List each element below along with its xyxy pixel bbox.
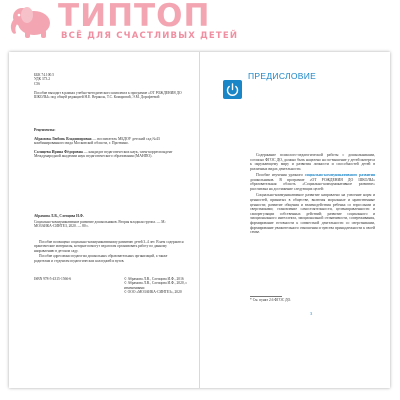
classification-codes [34, 73, 94, 86]
reviewer-name: Солнцева Ирина Фёдоровна [34, 149, 83, 154]
reviewer-entry [34, 137, 184, 146]
left-page [9, 52, 199, 388]
annotation-paragraph: Пособие адресовано педагогам дошкольных образовательных организаций, а также родителям и студентам педагогических колледжей и вузов. [34, 254, 168, 263]
text-run: дошкольников. В программе «ОТ РОЖДЕНИЯ ДО ШКОЛЫ» образовательная область «Социально-коммуникативное развитие» рассчитана на достижение следующих целей: [250, 177, 375, 191]
preface-body [250, 153, 375, 236]
text-run: Пособие изучения удачного [256, 173, 305, 178]
body-paragraph: Содержание психолого-педагогической работы с дошкольниками, согласно ФГОС ДО, должно быть нацелено на по-вышение у детей интереса к окружающему миру и развития личности и способностей детей в различных видах деятельности. [250, 153, 375, 171]
highlight-term: социально-коммуникативного развития [304, 173, 375, 178]
site-header [0, 0, 400, 44]
body-paragraph: Социально-коммуникативное развитие направлено на усвоение норм и ценностей, принятых в обществе, включая моральные и нравственные ценности; развитие общения и взаимодействия ребенка со взрослыми и сверстниками; становление самостоятельности, целенаправленности и саморегуляции собственных действий; развитие социального и эмоционального интеллекта, эмоциональной отзывчивости, сопереживания, формирование готовности к совместной деятельности со сверстниками, формирование уважительного отношения и чувства принадлежности к своей семье. [250, 193, 375, 235]
brand-logo[interactable]: ТИПТОП [58, 0, 211, 34]
page-number: 3 [310, 311, 313, 316]
brand-slogan: ВСЁ ДЛЯ СЧАСТЛИВЫХ ДЕТЕЙ [61, 31, 239, 41]
reviewer-description: — кандидат педагогических наук, член-корреспондент Международной академии наук педагогического образования (МАНПО). [34, 149, 173, 159]
right-page [200, 52, 390, 388]
chapter-title: ПРЕДИСЛОВИЕ [248, 71, 317, 81]
annotation-paragraph: Пособие посвящено социально-коммуникативному развитию детей 3–4 лет. В нем содержатся практические материалы, которые помогут педагогам организовать работу по данному направлению в детском саду. [34, 240, 184, 253]
author-mark: С56 [34, 81, 40, 86]
copyright-line: © Абрамова Л.В., Слепцова И.Ф., 2020, с изменениями [124, 281, 188, 290]
annotation [34, 240, 184, 264]
power-icon [223, 80, 242, 99]
authors-line: Абрамова Л.В., Слепцова И.Ф. [34, 214, 84, 218]
book-spread [9, 52, 390, 388]
elephant-icon [8, 2, 54, 40]
isbn: ISBN 978-5-4315-1566-6 [34, 277, 72, 281]
reviewer-name: Абрамова Любовь Владимировна [34, 136, 92, 141]
footnote: * См. пункт 2.6 ФГОС ДО. [250, 298, 292, 302]
reviewers-block [34, 128, 184, 163]
udk-code: УДК 373.2 [34, 77, 51, 82]
copyright-block [124, 277, 196, 294]
footnote-divider [250, 296, 282, 297]
approval-note: Пособие выходит в рамках учебно-методического комплекта к программе «ОТ РОЖДЕНИЯ ДО ШКОЛЫ» под общей редакцией Н.Е. Вераксы, Т.С. Комаровой, Э.М. Дорофеевой [34, 91, 182, 100]
bibliographic-record [34, 214, 184, 230]
body-paragraph [250, 173, 375, 191]
bbk-code: ББК 74.100.5 [34, 73, 55, 77]
copyright-line: © Абрамова Л.В., Слепцова И.Ф., 2016 [124, 277, 184, 281]
book-title-line: Социально-коммуникативное развитие дошкольников. Вторая младшая группа. — М.: МОЗАИКА-СИНТЕЗ, 2020. — 80 с. [34, 219, 167, 229]
reviewers-label: Рецензенты: [34, 128, 56, 132]
reviewer-description: — воспитатель МБДОУ детский сад №43 комбинированного вида Московской области, г. Протвино. [34, 136, 160, 146]
copyright-line: © ООО «МОЗАИКА-СИНТЕЗ», 2020 [124, 289, 182, 294]
reviewer-entry [34, 150, 184, 159]
